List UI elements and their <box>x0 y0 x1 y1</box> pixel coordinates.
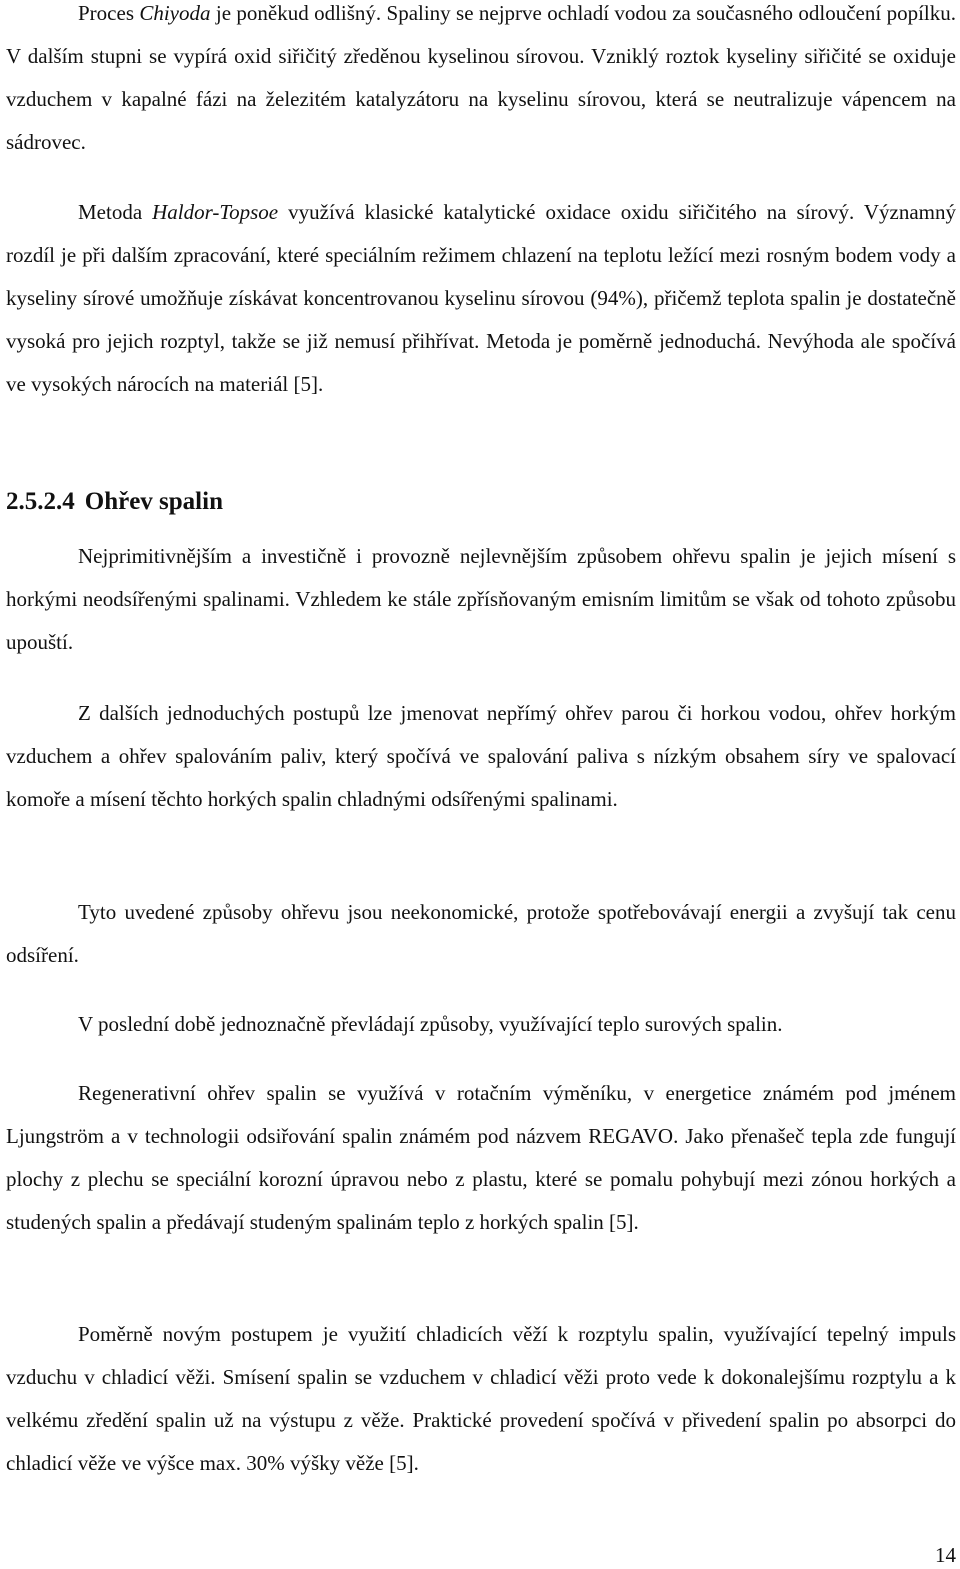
paragraph-text: využívá klasické katalytické oxidace oxidu siřičitého na sírový. Významný rozdíl je při dalším zpracování, které speciálním režimem chlazení na teplotu ležící mezi rosným bodem vody a kyseliny sírové umožňuje získávat koncentrovanou kyselinu sírovou (94%), přičemž teplota spalin je dostatečně vysoká pro jejich rozptyl, takže se již nemusí přihřívat. Metoda je poměrně jednoduchá. Nevýhoda ale spočívá ve vysokých nárocích na materiál [5]. <box>6 200 956 396</box>
paragraph-regenerative: Regenerativní ohřev spalin se využívá v rotačním výměníku, v energetice známém pod jménem Ljungström a v technologii odsiřování spalin známém pod názvem REGAVO. Jako přenašeč tepla zde fungují plochy z plechu se speciální korozní úpravou nebo z plastu, které se pomalu pohybují mezi zónou horkých a studených spalin a předávají studeným spalinám teplo z horkých spalin [5]. <box>6 1081 956 1234</box>
method-name-italic: Haldor-Topsoe <box>152 200 279 224</box>
section-title: Ohřev spalin <box>84 488 223 515</box>
section-heading <box>6 480 223 523</box>
paragraph-cooling-towers: Poměrně novým postupem je využití chladicích věží k rozptylu spalin, využívající tepelný impuls vzduchu v chladicí věži. Smísení spalin se vzduchem v chladicí věži proto vede k dokonalejšímu rozptylu a k velkému zředění spalin už na výstupu z věže. Praktické provedení spočívá v přivedení spalin po absorpci do chladicí věže ve výšce max. 30% výšky věže [5]. <box>6 1322 956 1475</box>
paragraph-raw-flue-heat: V poslední době jednoznačně převládají způsoby, využívající teplo surových spalin. <box>78 1012 783 1036</box>
paragraph-chiyoda <box>6 0 956 164</box>
paragraph-simple-methods: Z dalších jednoduchých postupů lze jmenovat nepřímý ohřev parou či horkou vodou, ohřev horkým vzduchem a ohřev spalováním paliv, který spočívá ve spalování paliva s nízkým obsahem síry ve spalovací komoře a mísení těchto horkých spalin chladnými odsířenými spalinami. <box>6 701 956 811</box>
section-number: 2.5.2.4 <box>6 488 75 515</box>
paragraph-mixing: Nejprimitivnějším a investičně i provozně nejlevnějším způsobem ohřevu spalin je jejich mísení s horkými neodsířenými spalinami. Vzhledem ke stále zpřísňovaným emisním limitům se však od tohoto způsobu upouští. <box>6 544 956 654</box>
paragraph-uneconomic: Tyto uvedené způsoby ohřevu jsou neekonomické, protože spotřebovávají energii a zvyšují tak cenu odsíření. <box>6 900 956 967</box>
paragraph-lead: Metoda <box>78 200 153 224</box>
paragraph-haldor-topsoe <box>6 191 956 406</box>
process-name-italic: Chiyoda <box>139 1 211 25</box>
page-number: 14 <box>935 1543 956 1567</box>
paragraph-lead: Proces <box>78 1 140 25</box>
paragraph-text: je poněkud odlišný. Spaliny se nejprve ochladí vodou za současného odloučení popílku. V dalším stupni se vypírá oxid siřičitý zředěnou kyselinou sírovou. Vzniklý roztok kyseliny siřičité se oxiduje vzduchem v kapalné fázi na železitém katalyzátoru na kyselinu sírovou, která se neutralizuje vápencem na sádrovec. <box>6 1 956 154</box>
